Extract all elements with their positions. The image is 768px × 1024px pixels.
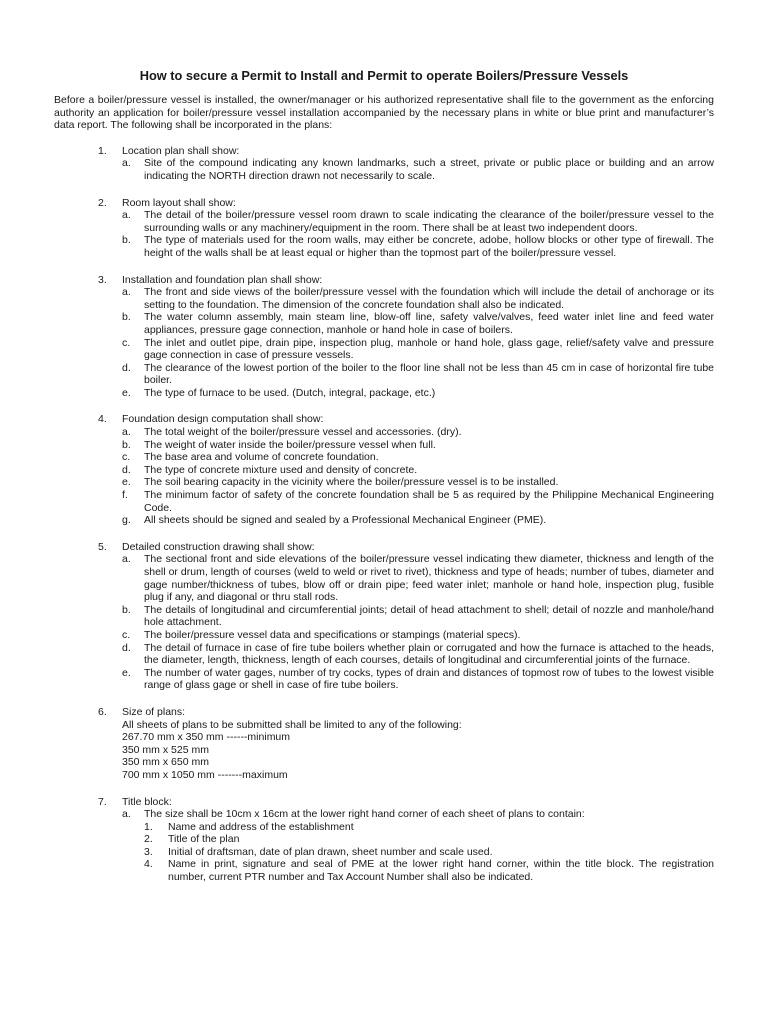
section-6 — [54, 706, 714, 782]
list-item — [122, 387, 714, 400]
subitem-number: 2. — [144, 833, 153, 846]
item-letter: c. — [122, 628, 131, 641]
sub-list-item — [144, 846, 714, 859]
item-letter: f. — [122, 489, 128, 502]
list-item — [122, 489, 714, 514]
item-text: The soil bearing capacity in the vicinity where the boiler/pressure vessel is to be installed. — [144, 476, 559, 489]
section-heading: Size of plans: — [122, 705, 186, 718]
list-item — [122, 157, 714, 182]
item-text: The clearance of the lowest portion of the boiler to the floor line shall not be less than 45 cm in case of horizontal fire tube boiler. — [144, 361, 714, 387]
list-item — [122, 629, 714, 642]
sub-list-item — [144, 858, 714, 883]
list-item — [122, 362, 714, 387]
item-letter: d. — [122, 641, 131, 654]
document-page — [54, 68, 714, 898]
section-number: 3. — [98, 273, 107, 286]
item-text: The sectional front and side elevations of the boiler/pressure vessel indicating thew diameter, thickness and length of the shell or drum, length of courses (weld to weld or rivet to rivet), thickness and type of heads; number of tubes, diameter and gage number/thickness of tubes, blow off or drain pipe; feed water inlet; manhole or hand hole, inspection plug, fusible plug if any, and diagonal or thru stall rods. — [144, 553, 714, 604]
section-number: 4. — [98, 413, 107, 426]
section-number: 2. — [98, 196, 107, 209]
item-text: The weight of water inside the boiler/pressure vessel when full. — [144, 438, 436, 451]
section-number: 6. — [98, 705, 107, 718]
section-5 — [54, 541, 714, 692]
list-item — [122, 604, 714, 629]
section-heading: Room layout shall show: — [122, 196, 236, 209]
item-letter: b. — [122, 438, 131, 451]
list-item — [122, 337, 714, 362]
item-text: The size shall be 10cm x 16cm at the lower right hand corner of each sheet of plans to contain: — [144, 808, 585, 821]
list-item — [122, 234, 714, 259]
item-text: The water column assembly, main steam line, blow-off line, safety valve/valves, feed water inlet line and feed water appliances, pressure gage connection, manhole or hand hole in case of boilers. — [144, 311, 714, 336]
section-2 — [54, 197, 714, 260]
item-letter: a. — [122, 209, 131, 222]
item-text: The type of furnace to be used. (Dutch, integral, package, etc.) — [144, 386, 436, 399]
item-text: The front and side views of the boiler/pressure vessel with the foundation which will include the detail of anchorage or its setting to the foundation. The dimension of the concrete foundation shall also be indicated. — [144, 286, 714, 311]
item-letter: b. — [122, 311, 131, 324]
subitem-number: 4. — [144, 858, 153, 871]
list-item — [122, 476, 714, 489]
section-heading: Installation and foundation plan shall show: — [122, 273, 323, 286]
item-text: All sheets should be signed and sealed by a Professional Mechanical Engineer (PME). — [144, 514, 547, 527]
item-letter: e. — [122, 666, 131, 679]
size-line: 267.70 mm x 350 mm ------minimum — [122, 731, 291, 744]
list-item — [122, 209, 714, 234]
item-text: Site of the compound indicating any known landmarks, such a street, private or public place or building and an arrow indicating the NORTH direction drawn not necessarily to scale. — [144, 157, 714, 182]
section-number: 5. — [98, 540, 107, 553]
list-item — [122, 426, 714, 439]
list-item — [122, 642, 714, 667]
section-3 — [54, 274, 714, 400]
item-text: The base area and volume of concrete foundation. — [144, 451, 379, 464]
list-item — [122, 439, 714, 452]
item-text: The detail of furnace in case of fire tube boilers whether plain or corrugated and how the furnace is attached to the heads, the diameter, length, thickness, length of each courses, details of longitudinal and circumferential joints of the furnace. — [144, 641, 714, 667]
item-text: The type of concrete mixture used and density of concrete. — [144, 463, 418, 476]
item-text: The boiler/pressure vessel data and specifications or stampings (material specs). — [144, 628, 521, 641]
section-number: 7. — [98, 795, 107, 808]
section-1 — [54, 145, 714, 183]
item-letter: d. — [122, 463, 131, 476]
list-item — [122, 451, 714, 464]
subitem-text: Name and address of the establishment — [168, 820, 354, 833]
section-heading: Title block: — [122, 795, 172, 808]
item-text: The number of water gages, number of try cocks, types of drain and distances of topmost row of tubes to the lowest visible range of glass gage or shell in case of fire tube boilers. — [144, 666, 714, 692]
section-heading: Detailed construction drawing shall show: — [122, 540, 315, 553]
item-text: The details of longitudinal and circumferential joints; detail of head attachment to shell; detail of nozzle and manhole/hand hole attachment. — [144, 603, 714, 629]
section-7 — [54, 796, 714, 884]
item-text: The minimum factor of safety of the concrete foundation shall be 5 as required by the Philippine Mechanical Engineering Code. — [144, 489, 714, 514]
item-letter: b. — [122, 603, 131, 616]
size-line: All sheets of plans to be submitted shall be limited to any of the following: — [122, 718, 462, 731]
list-item — [122, 553, 714, 603]
subitem-text: Name in print, signature and seal of PME at the lower right hand corner, within the title block. The registration number, current PTR number and Tax Account Number shall also be indicated. — [168, 858, 714, 884]
list-item — [122, 464, 714, 477]
document-title: How to secure a Permit to Install and Permit to operate Boilers/Pressure Vessels — [139, 68, 629, 83]
item-letter: e. — [122, 386, 131, 399]
item-letter: c. — [122, 451, 131, 464]
list-item — [122, 311, 714, 336]
list-item — [122, 667, 714, 692]
subitem-number: 3. — [144, 845, 153, 858]
item-text: The type of materials used for the room walls, may either be concrete, adobe, hollow blocks or other type of firewall. The height of the walls shall be at least equal or higher than the topmost part of the boiler/pressure vessel. — [144, 234, 714, 259]
item-letter: a. — [122, 808, 131, 821]
list-item — [122, 286, 714, 311]
item-letter: g. — [122, 514, 131, 527]
item-letter: d. — [122, 361, 131, 374]
size-line: 700 mm x 1050 mm -------maximum — [122, 768, 288, 781]
section-heading: Location plan shall show: — [122, 144, 240, 157]
sub-list-item — [144, 833, 714, 846]
subitem-text: Initial of draftsman, date of plan drawn, sheet number and scale used. — [168, 845, 493, 858]
list-item — [122, 514, 714, 527]
section-number: 1. — [98, 144, 107, 157]
section-heading: Foundation design computation shall show: — [122, 413, 324, 426]
item-letter: b. — [122, 234, 131, 247]
size-line: 350 mm x 525 mm — [122, 743, 209, 756]
item-letter: e. — [122, 476, 131, 489]
item-letter: a. — [122, 286, 131, 299]
list-item — [122, 808, 714, 884]
item-letter: a. — [122, 553, 131, 566]
requirements-list — [54, 145, 714, 884]
sub-list-item — [144, 821, 714, 834]
item-letter: a. — [122, 426, 131, 439]
subitem-text: Title of the plan — [168, 833, 240, 846]
intro-paragraph: Before a boiler/pressure vessel is installed, the owner/manager or his authorized representative shall file to the government as the enforcing authority an application for boiler/pressure vessel installation accompanied by the necessary plans in white or blue print and manufacturer’s data report. The following shall be incorporated in the plans: — [54, 94, 714, 132]
item-text: The total weight of the boiler/pressure vessel and accessories. (dry). — [144, 426, 462, 439]
size-line: 350 mm x 650 mm — [122, 756, 209, 769]
section-4 — [54, 413, 714, 526]
item-letter: c. — [122, 336, 131, 349]
item-text: The inlet and outlet pipe, drain pipe, inspection plug, manhole or hand hole, glass gage, relief/safety valve and pressure gage connection in case of pressure vessels. — [144, 336, 714, 362]
subitem-number: 1. — [144, 820, 153, 833]
item-text: The detail of the boiler/pressure vessel room drawn to scale indicating the clearance of the boiler/pressure vessel to the surrounding walls or any machinery/equipment in the room. There shall be at least two independent doors. — [144, 209, 714, 234]
item-letter: a. — [122, 157, 131, 170]
